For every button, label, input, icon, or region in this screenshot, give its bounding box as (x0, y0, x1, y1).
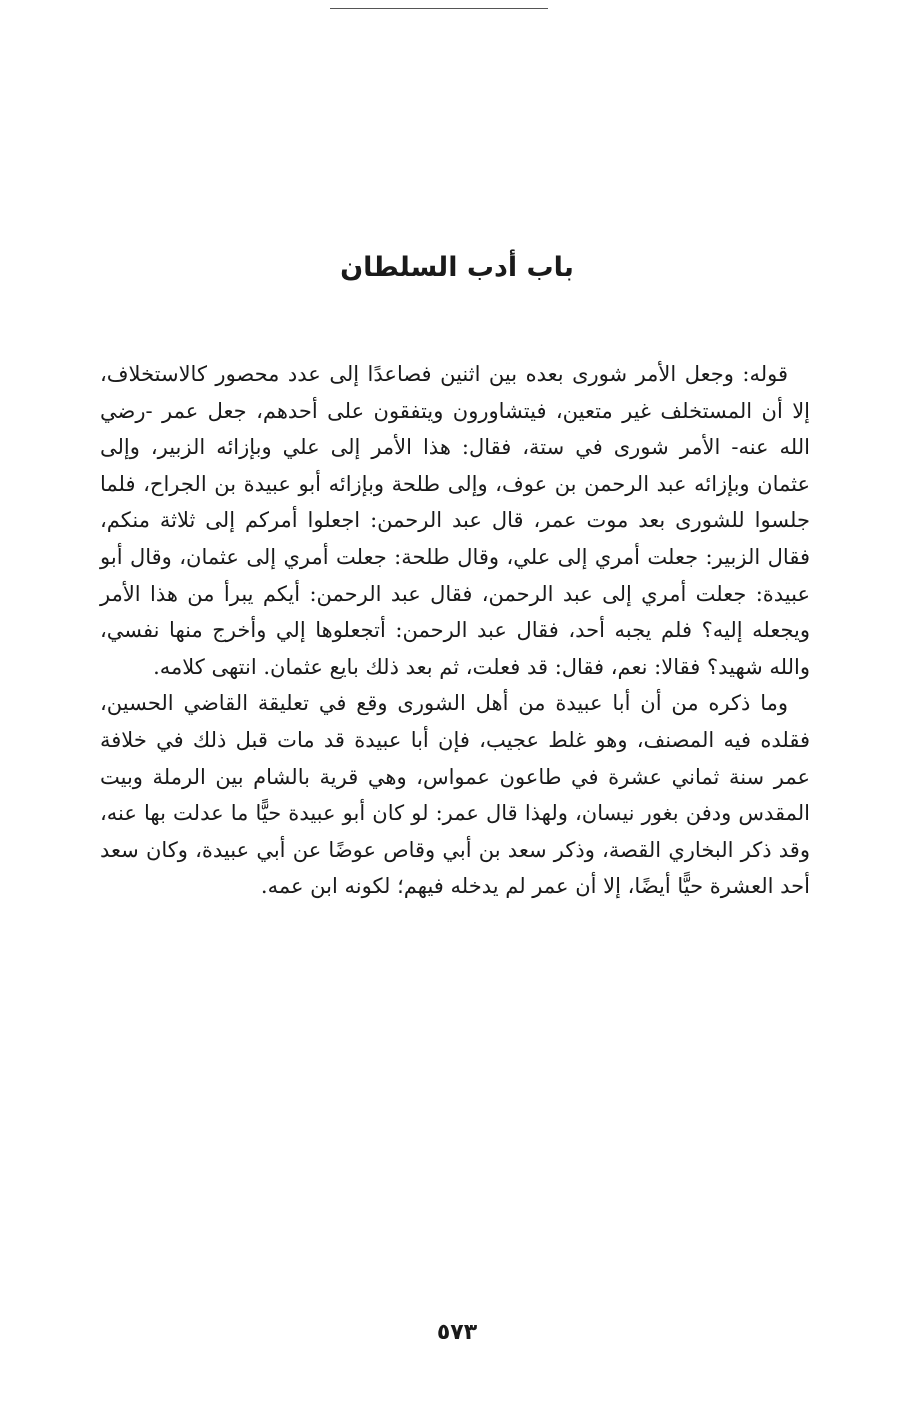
paragraph: قوله: وجعل الأمر شورى بعده بين اثنين فصاعدًا إلى عدد محصور كالاستخلاف، إلا أن المستخلف غير متعين، فيتشاورون ويتفقون على أحدهم، جعل عمر -رضي الله عنه- الأمر شورى في ستة، فقال: هذا الأمر إلى علي وبإزائه الزبير، وإلى عثمان وبإزائه عبد الرحمن بن عوف، وإلى طلحة وبإزائه أبو عبيدة بن الجراح، فلما جلسوا للشورى بعد موت عمر، قال عبد الرحمن: اجعلوا أمركم إلى ثلاثة منكم، فقال الزبير: جعلت أمري إلى علي، وقال طلحة: جعلت أمري إلى عثمان، وقال أبو عبيدة: جعلت أمري إلى عبد الرحمن، فقال عبد الرحمن: أيكم يبرأ من هذا الأمر ويجعله إليه؟ فلم يجبه أحد، فقال عبد الرحمن: أتجعلوها إلي وأخرج منها نفسي، والله شهيد؟ فقالا: نعم، فقال: قد فعلت، ثم بعد ذلك بايع عثمان. انتهى كلامه. (100, 362, 810, 679)
chapter-title: باب أدب السلطان (340, 252, 574, 283)
paragraph: وما ذكره من أن أبا عبيدة من أهل الشورى وقع في تعليقة القاضي الحسين، فقلده فيه المصنف، وهو غلط عجيب، فإن أبا عبيدة قد مات قبل ذلك في خلافة عمر سنة ثماني عشرة في طاعون عمواس، وهي قرية بالشام بين الرملة وبيت المقدس ودفن بغور نيسان، ولهذا قال عمر: لو كان أبو عبيدة حيًّا ما عدلت بها عنه، وقد ذكر البخاري القصة، وذكر سعد بن أبي وقاص عوضًا عن أبي عبيدة، وكان سعد أحد العشرة حيًّا أيضًا، إلا أن عمر لم يدخله فيهم؛ لكونه ابن عمه. (100, 691, 811, 899)
body-text (100, 356, 810, 905)
page-number: ٥٧٣ (436, 1320, 478, 1345)
header-rule (330, 8, 548, 9)
